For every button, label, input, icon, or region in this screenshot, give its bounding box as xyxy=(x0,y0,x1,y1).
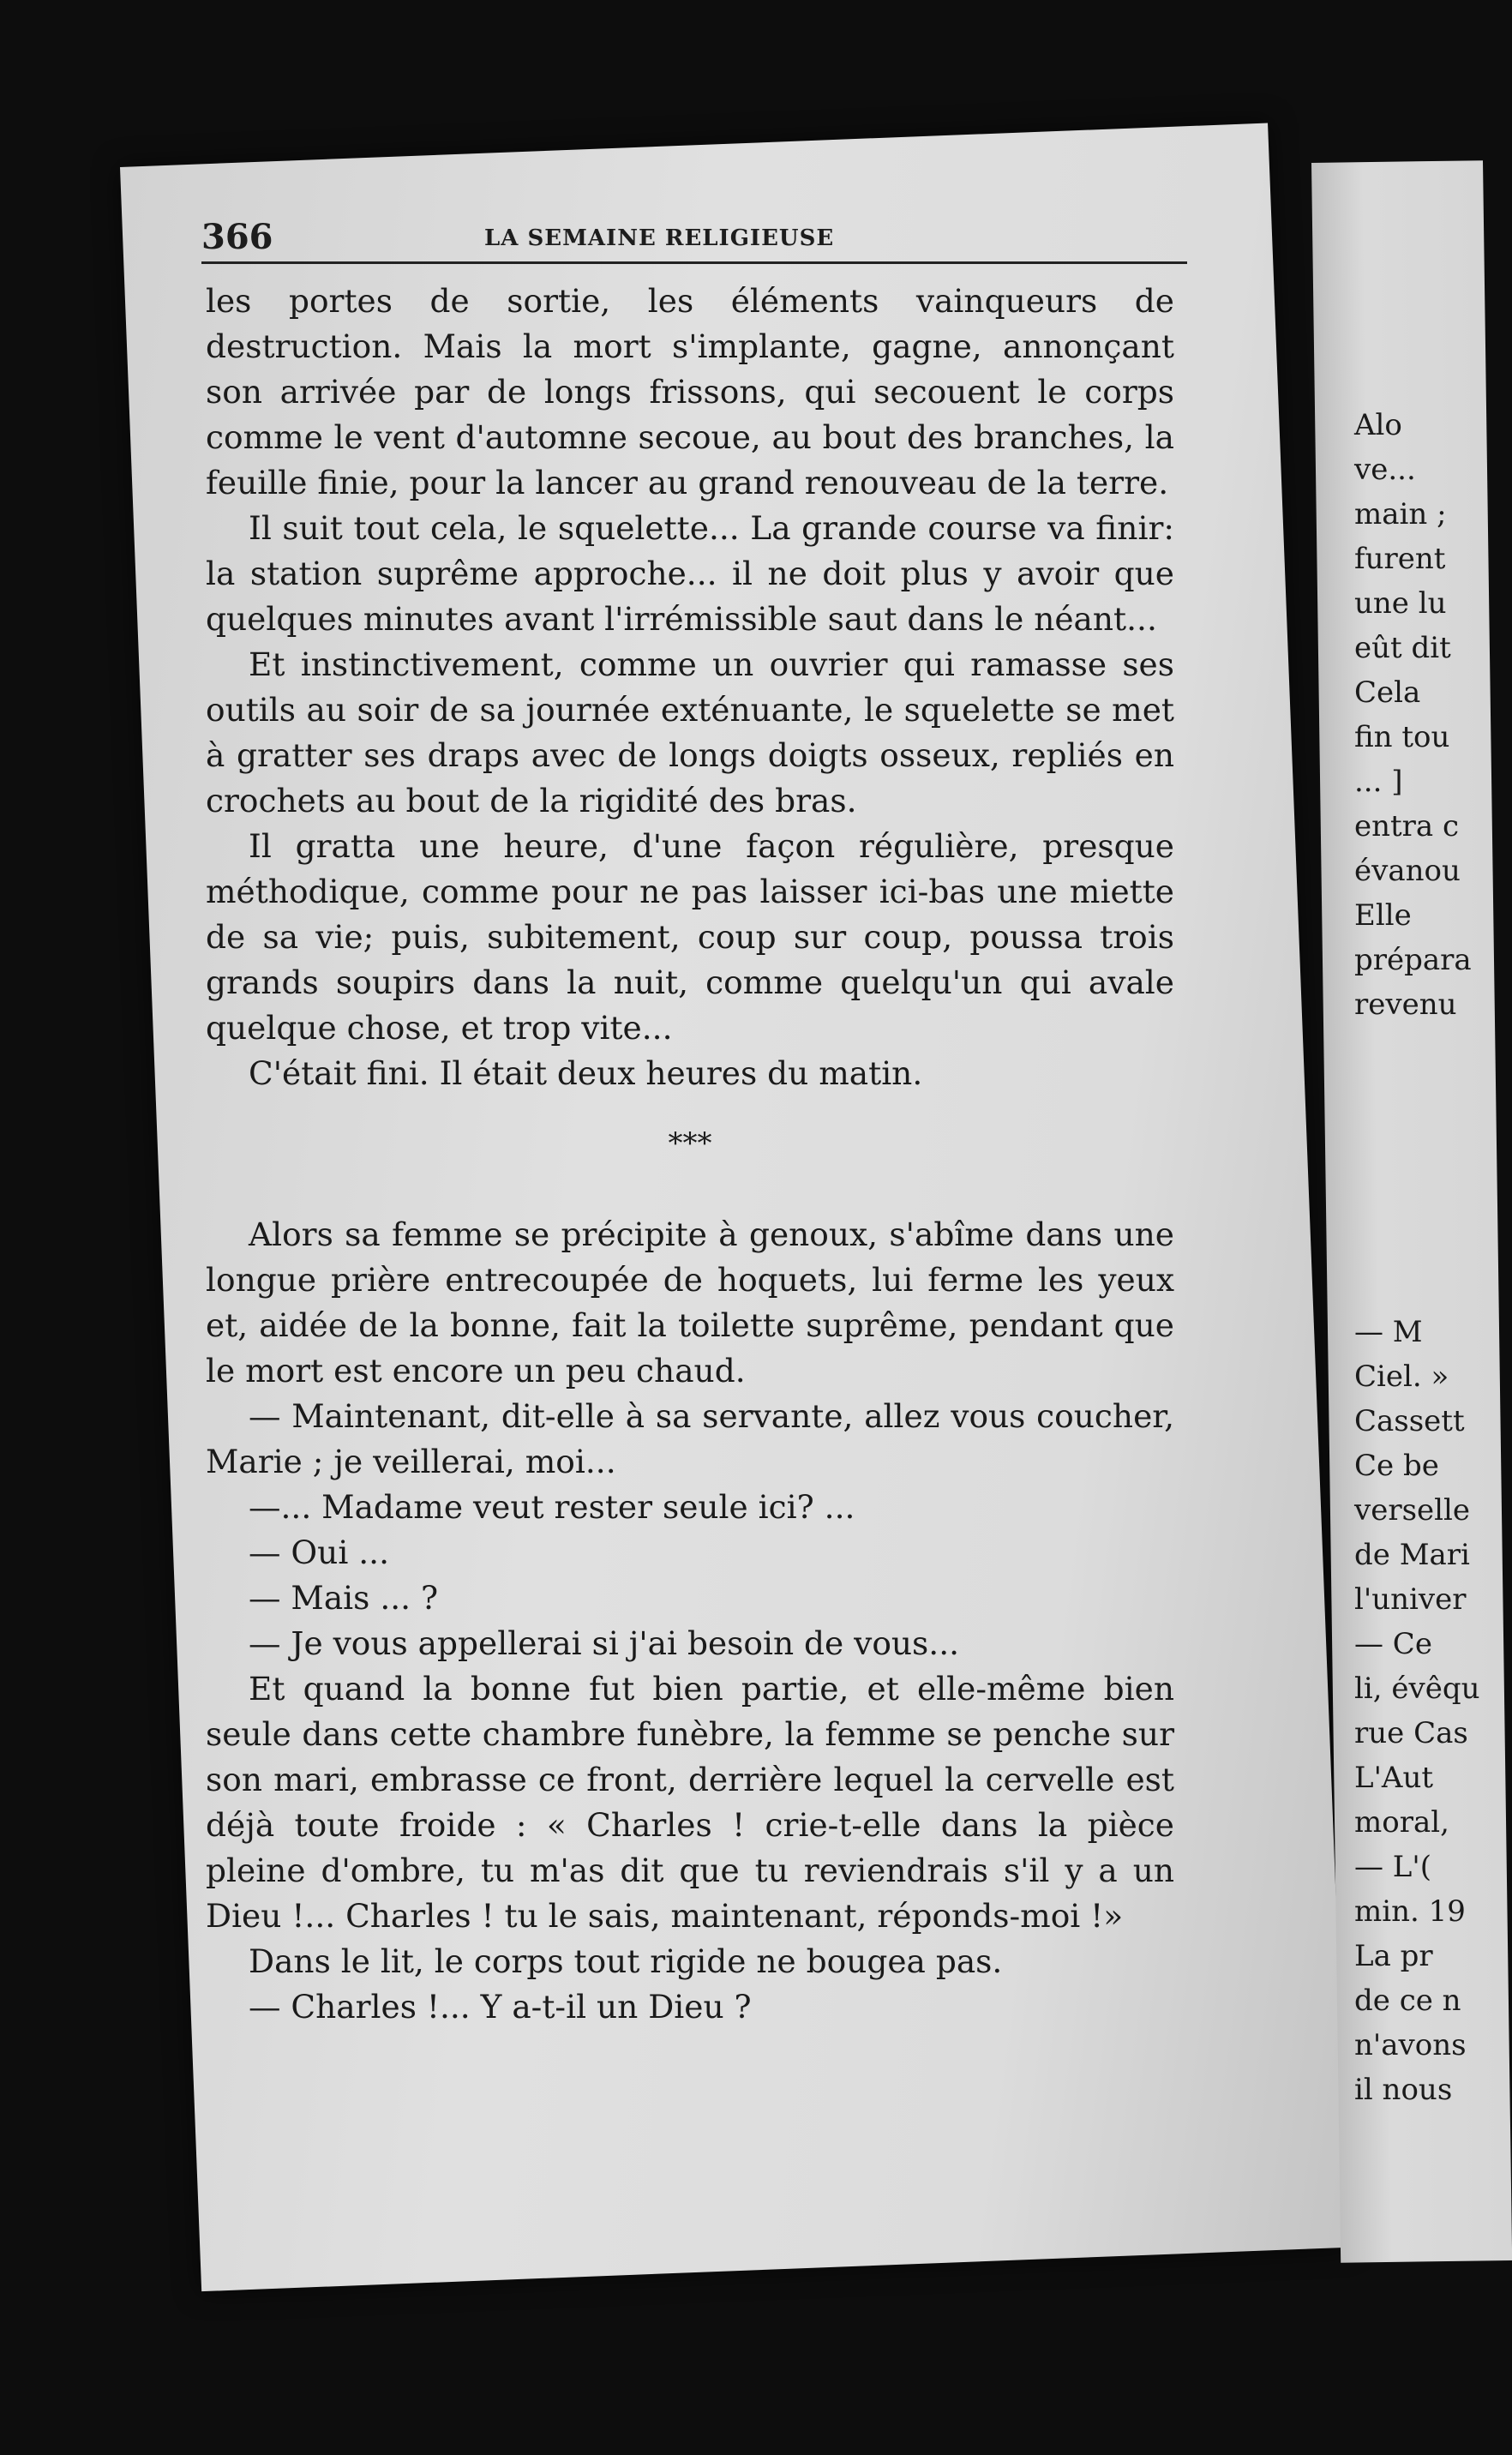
fragment: Elle xyxy=(1354,898,1412,933)
paragraph: Dans le lit, le corps tout rigide ne bougea pas. xyxy=(249,1942,1003,1980)
fragment: l'univer xyxy=(1354,1582,1467,1617)
fragment: évanou xyxy=(1354,854,1461,888)
fragment: de Mari xyxy=(1354,1538,1470,1572)
fragment: rue Cas xyxy=(1354,1716,1468,1750)
fragment: — L'( xyxy=(1354,1850,1431,1884)
fragment: ... ] xyxy=(1354,765,1403,799)
page-number: 366 xyxy=(201,217,273,257)
dialogue-line: — Je vous appellerai si j'ai besoin de vous... xyxy=(249,1624,960,1662)
paragraph: Et instinctivement, comme un ouvrier qui ramasse ses outils au soir de sa journée exténuante, le squelette se met à gratter ses draps avec de longs doigts osseux, repliés en crochets au bout de la rigidité des bras. xyxy=(206,645,1174,819)
right-page-text xyxy=(1354,403,1480,2112)
dialogue-line: —... Madame veut rester seule ici? ... xyxy=(249,1488,855,1526)
fragment: li, évêqu xyxy=(1354,1672,1480,1706)
fragment: il nous xyxy=(1354,2073,1453,2107)
fragment: Ce be xyxy=(1354,1449,1439,1483)
fragment: — M xyxy=(1354,1315,1423,1349)
fragment: eût dit xyxy=(1354,631,1451,665)
dialogue-line: — Maintenant, dit-elle à sa servante, allez vous coucher, Marie ; je veillerai, moi... xyxy=(206,1397,1174,1480)
fragment: L'Aut xyxy=(1354,1761,1434,1795)
fragment: n'avons xyxy=(1354,2028,1467,2062)
fragment: prépara xyxy=(1354,943,1472,977)
paragraph: Il gratta une heure, d'une façon régulière, presque méthodique, comme pour ne pas laisser ici-bas une miette de sa vie; puis, subitement, coup sur coup, poussa trois grands soupirs dans la nuit, comme quelqu'un qui avale quelque chose, et trop vite... xyxy=(206,827,1174,1047)
paragraph: les portes de sortie, les éléments vainqueurs de destruction. Mais la mort s'implante, gagne, annonçant son arrivée par de longs frissons, qui secouent le corps comme le vent d'automne secoue, au bout des branches, la feuille finie, pour la lancer au grand renouveau de la terre. xyxy=(206,282,1174,501)
fragment: Cassett xyxy=(1354,1404,1465,1438)
asterism: *** xyxy=(668,1126,712,1161)
blank-gap xyxy=(1354,1027,1474,1310)
fragment: furent xyxy=(1354,542,1446,576)
fragment: revenu xyxy=(1354,987,1457,1022)
fragment: entra c xyxy=(1354,809,1460,843)
fragment: min. 19 xyxy=(1354,1894,1466,1929)
dialogue-line: — Oui ... xyxy=(249,1534,389,1571)
fragment: Cela xyxy=(1354,675,1421,710)
fragment: Ciel. » xyxy=(1354,1360,1449,1394)
fragment: une lu xyxy=(1354,586,1447,621)
page-header xyxy=(201,210,1187,264)
fragment: moral, xyxy=(1354,1805,1449,1840)
paragraph: Alors sa femme se précipite à genoux, s'abîme dans une longue prière entrecoupée de hoquets, lui ferme les yeux et, aidée de la bonne, fait la toilette suprême, pendant que le mort est encore un peu chaud. xyxy=(206,1215,1174,1390)
fragment: verselle xyxy=(1354,1493,1471,1528)
fragment: La pr xyxy=(1354,1939,1433,1973)
running-head: LA SEMAINE RELIGIEUSE xyxy=(484,225,835,251)
fragment: main ; xyxy=(1354,497,1447,531)
paragraph: Et quand la bonne fut bien partie, et elle-même bien seule dans cette chambre funèbre, la femme se penche sur son mari, embrasse ce front, derrière lequel la cervelle est déjà toute froide : « Charles ! crie-t-elle dans la pièce pleine d'ombre, tu m'as dit que tu reviendrais s'il y a un Dieu !... Charles ! tu le sais, maintenant, réponds-moi !» xyxy=(206,1670,1174,1935)
dialogue-line: — Mais ... ? xyxy=(249,1579,439,1617)
dialogue-line: — Charles !... Y a-t-il un Dieu ? xyxy=(249,1988,752,2026)
fragment: Alo xyxy=(1354,408,1402,442)
section-separator xyxy=(206,1126,1174,1161)
fragment: ve... xyxy=(1354,453,1416,487)
paragraph: C'était fini. Il était deux heures du matin. xyxy=(249,1054,923,1092)
fragment: fin tou xyxy=(1354,720,1450,754)
fragment: — Ce xyxy=(1354,1627,1432,1661)
fragment: de ce n xyxy=(1354,1984,1461,2018)
paragraph: Il suit tout cela, le squelette... La grande course va finir: la station suprême approche... il ne doit plus y avoir que quelques minutes avant l'irrémissible saut dans le néant... xyxy=(206,509,1174,638)
body-text xyxy=(206,279,1174,2030)
